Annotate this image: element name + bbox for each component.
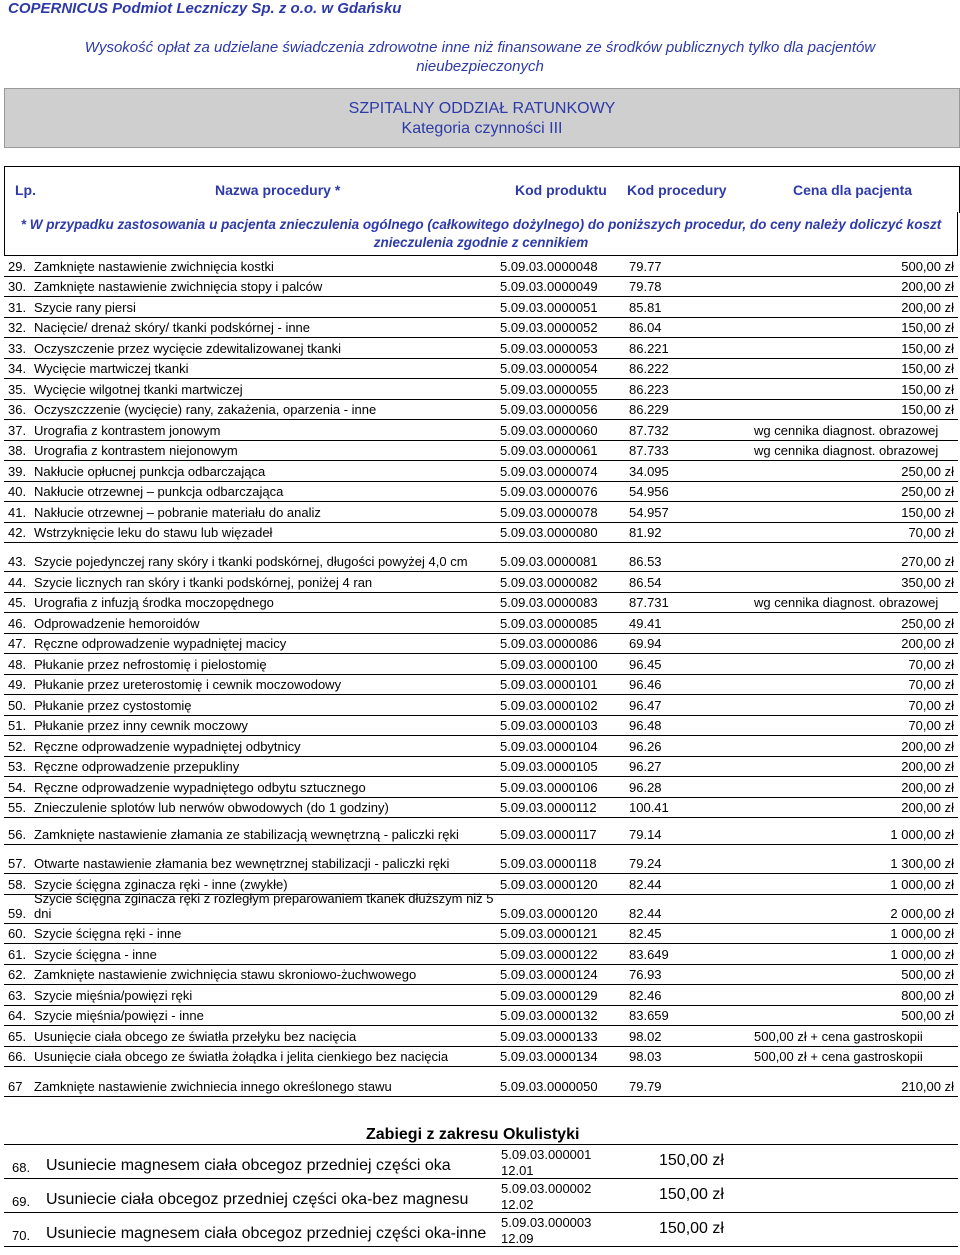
row-price: 1 300,00 zł: [890, 856, 954, 871]
row-product-code: 5.09.03.0000086: [500, 636, 598, 651]
row-procedure-code: 82.45: [629, 926, 662, 941]
table-row: [4, 338, 958, 359]
row-product-code: 5.09.03.0000102: [500, 697, 598, 713]
row-price: 1 000,00 zł: [890, 876, 954, 892]
row-procedure-name: Usunięcie ciała obcego ze światła przełyku bez nacięcia: [34, 1028, 357, 1044]
oku-row-price: 150,00 zł: [659, 1220, 724, 1237]
row-procedure-name: Urografia z infuzją środka moczopędnego: [34, 595, 274, 610]
row-procedure-code: 87.732: [629, 422, 669, 438]
row-lp: 41.: [8, 504, 27, 520]
row-product-code: 5.09.03.0000124: [500, 967, 598, 982]
row-price: 270,00 zł: [901, 554, 954, 569]
row-product-code: 5.09.03.0000120: [500, 876, 598, 892]
row-product-code: 5.09.03.0000106: [500, 779, 598, 795]
row-lp: 34.: [8, 361, 27, 376]
table-row: [4, 736, 958, 757]
table-row: [4, 818, 958, 845]
row-product-code: 5.09.03.0000055: [500, 381, 598, 397]
table-row: [4, 757, 958, 778]
row-procedure-code: 69.94: [629, 636, 662, 651]
table-row: [4, 420, 958, 441]
row-lp: 53.: [8, 759, 27, 774]
row-price: 70,00 zł: [908, 697, 954, 713]
table-row: [4, 482, 958, 503]
table-row: [4, 675, 958, 696]
row-product-code: 5.09.03.0000053: [500, 340, 598, 356]
row-procedure-code: 82.46: [629, 987, 662, 1003]
oku-row-price: 150,00 zł: [659, 1152, 724, 1169]
row-procedure-name: Nakłucie otrzewnej – punkcja odbarczająca: [34, 484, 284, 499]
row-price: 500,00 zł + cena gastroskopii: [754, 1049, 923, 1064]
row-procedure-code: 96.26: [629, 738, 662, 754]
row-procedure-code: 96.28: [629, 779, 662, 795]
row-price: 500,00 zł + cena gastroskopii: [754, 1028, 923, 1044]
row-procedure-name: Zamknięte nastawienie zwichnięcia stawu skroniowo-żuchwowego: [34, 967, 417, 982]
table-row: [4, 379, 958, 400]
row-procedure-name: Nacięcie/ drenaż skóry/ tkanki podskórnej - inne: [34, 320, 311, 335]
ophthalmology-title: Zabiegi z zakresu Okulistyki: [366, 1126, 580, 1143]
row-lp: 47.: [8, 636, 27, 651]
ophthalmology-table: [4, 1144, 958, 1247]
row-product-code: 5.09.03.0000061: [500, 443, 598, 458]
row-procedure-name: Płukanie przez ureterostomię i cewnik moczowodowy: [34, 677, 342, 692]
row-product-code: 5.09.03.0000078: [500, 504, 598, 520]
row-procedure-name: Zamknięte nastawienie zwichnięcia stopy i palców: [34, 279, 323, 294]
row-price: 500,00 zł: [901, 1008, 954, 1023]
row-lp: 44.: [8, 574, 27, 590]
table-row: [4, 543, 958, 572]
row-procedure-code: 96.27: [629, 759, 662, 774]
row-procedure-code: 87.733: [629, 443, 669, 458]
table-row: [4, 716, 958, 737]
row-product-code: 5.09.03.0000050: [500, 1079, 598, 1094]
row-lp: 33.: [8, 340, 27, 356]
row-price: 70,00 zł: [908, 718, 954, 733]
row-product-code: 5.09.03.0000134: [500, 1049, 598, 1064]
row-price: 70,00 zł: [908, 677, 954, 692]
row-procedure-name: Znieczulenie splotów lub nerwów obwodowych (do 1 godziny): [34, 800, 389, 815]
row-lp: 66.: [8, 1049, 27, 1064]
col-procedure-code-header: Kod procedury: [627, 182, 727, 198]
row-price: 1 000,00 zł: [890, 946, 954, 962]
table-row: [4, 985, 958, 1006]
row-lp: 40.: [8, 484, 27, 499]
row-price: 250,00 zł: [901, 484, 954, 499]
row-procedure-name: Wstrzyknięcie leku do stawu lub więzadeł: [34, 525, 273, 540]
row-procedure-name: Urografia z kontrastem niejonowym: [34, 443, 238, 458]
oku-row-lp: 69.: [12, 1194, 31, 1209]
row-procedure-name: Zamknięte nastawienie złamania ze stabilizacją wewnętrzną - paliczki ręki: [34, 827, 459, 842]
oku-row-name: Usuniecie ciała obcegoz przedniej części oka-bez magnesu: [46, 1191, 469, 1208]
row-lp: 64.: [8, 1008, 27, 1023]
row-procedure-name: Ręczne odprowadzenie przepukliny: [34, 759, 240, 774]
table-row: [4, 634, 958, 655]
row-product-code: 5.09.03.0000112: [500, 800, 597, 815]
table-header: [4, 166, 960, 213]
row-lp: 58.: [8, 876, 27, 892]
table-row: [4, 924, 958, 945]
anesthesia-note: * W przypadku zastosowania u pacjenta znieczulenia ogólnego (całkowitego dożylnego) do poniższych procedur, do ceny należy doliczyć koszt znieczulenia zgodnie z cennikiem: [4, 212, 958, 256]
row-product-code: 5.09.03.0000081: [500, 554, 598, 569]
row-procedure-name: Płukanie przez inny cewnik moczowy: [34, 718, 248, 733]
row-product-code: 5.09.03.0000074: [500, 463, 598, 479]
ophthalmology-row: [4, 1179, 958, 1213]
row-procedure-name: Szycie ścięgna zginacza ręki z rozległym preparowaniem tkanek dłuższym niż 5 dni: [34, 890, 494, 921]
row-procedure-code: 96.47: [629, 697, 662, 713]
table-row: [4, 1067, 958, 1097]
row-lp: 38.: [8, 443, 27, 458]
row-procedure-name: Nakłucie otrzewnej – pobranie materiału do analiz: [34, 504, 321, 520]
row-price: 200,00 zł: [901, 779, 954, 795]
row-lp: 37.: [8, 422, 27, 438]
row-procedure-code: 85.81: [629, 299, 662, 315]
row-product-code: 5.09.03.0000052: [500, 320, 598, 335]
row-procedure-code: 83.649: [629, 946, 669, 962]
row-price: 70,00 zł: [908, 656, 954, 672]
row-procedure-name: Zamknięte nastawienie zwichniecia innego określonego stawu: [34, 1079, 392, 1094]
row-lp: 36.: [8, 402, 27, 417]
row-price: 200,00 zł: [901, 636, 954, 651]
table-row: [4, 965, 958, 986]
row-lp: 50.: [8, 697, 27, 713]
table-row: [4, 944, 958, 965]
row-lp: 51.: [8, 718, 27, 733]
row-procedure-name: Szycie pojedynczej rany skóry i tkanki podskórnej, długości powyżej 4,0 cm: [34, 554, 468, 569]
row-procedure-code: 86.53: [629, 554, 662, 569]
row-product-code: 5.09.03.0000101: [500, 677, 598, 692]
row-product-code: 5.09.03.0000122: [500, 946, 598, 962]
row-procedure-name: Szycie ścięgna - inne: [34, 946, 157, 962]
row-procedure-name: Ręczne odprowadzenie wypadniętej macicy: [34, 636, 287, 651]
table-row: [4, 1026, 958, 1047]
row-lp: 32.: [8, 320, 27, 335]
row-lp: 62.: [8, 967, 27, 982]
row-product-code: 5.09.03.0000082: [500, 574, 598, 590]
row-procedure-name: Odprowadzenie hemoroidów: [34, 615, 200, 631]
row-lp: 39.: [8, 463, 27, 479]
row-procedure-name: Zamknięte nastawienie zwichnięcia kostki: [34, 258, 274, 274]
row-product-code: 5.09.03.0000049: [500, 279, 598, 294]
col-price-header: Cena dla pacjenta: [793, 182, 913, 198]
row-product-code: 5.09.03.0000076: [500, 484, 598, 499]
table-row: [4, 695, 958, 716]
row-price: 200,00 zł: [901, 299, 954, 315]
table-row: [4, 845, 958, 874]
row-product-code: 5.09.03.0000054: [500, 361, 598, 376]
row-procedure-code: 34.095: [629, 463, 669, 479]
row-procedure-code: 83.659: [629, 1008, 669, 1023]
oku-row-lp: 70.: [12, 1228, 31, 1243]
row-price: 200,00 zł: [901, 759, 954, 774]
row-procedure-code: 79.24: [629, 856, 662, 871]
department-banner: [4, 88, 960, 148]
row-price: wg cennika diagnost. obrazowej: [754, 443, 939, 458]
oku-row-name: Usuniecie magnesem ciała obcegoz przedniej części oka-inne: [46, 1225, 487, 1242]
row-procedure-code: 86.54: [629, 574, 662, 590]
row-procedure-code: 79.77: [629, 258, 662, 274]
table-row: [4, 1006, 958, 1027]
row-price: 150,00 zł: [901, 361, 954, 376]
row-price: 500,00 zł: [901, 258, 954, 274]
table-row: [4, 777, 958, 798]
col-product-code-header: Kod produktu: [515, 182, 607, 198]
row-product-code: 5.09.03.0000080: [500, 525, 598, 540]
row-price: 200,00 zł: [901, 279, 954, 294]
row-product-code: 5.09.03.0000056: [500, 402, 598, 417]
row-price: 200,00 zł: [901, 738, 954, 754]
row-procedure-code: 96.46: [629, 677, 662, 692]
table-row: [4, 400, 958, 421]
row-lp: 63.: [8, 987, 27, 1003]
row-lp: 54.: [8, 779, 27, 795]
col-lp-header: Lp.: [15, 182, 36, 198]
row-procedure-code: 54.957: [629, 504, 669, 520]
row-procedure-code: 98.02: [629, 1028, 662, 1044]
row-lp: 65.: [8, 1028, 27, 1044]
table-row: [4, 613, 958, 634]
row-procedure-code: 87.731: [629, 595, 669, 610]
row-price: 210,00 zł: [901, 1079, 954, 1094]
row-lp: 59.: [8, 905, 27, 921]
row-price: wg cennika diagnost. obrazowej: [754, 422, 939, 438]
oku-row-name: Usuniecie magnesem ciała obcegoz przedniej części oka: [46, 1157, 451, 1174]
row-procedure-name: Nakłucie opłucnej punkcja odbarczająca: [34, 463, 266, 479]
row-procedure-code: 96.48: [629, 718, 662, 733]
row-procedure-name: Szycie ścięgna ręki - inne: [34, 926, 182, 941]
row-lp: 30.: [8, 279, 27, 294]
oku-row-price: 150,00 zł: [659, 1186, 724, 1203]
row-procedure-name: Szycie mięśnia/powięzi ręki: [34, 987, 193, 1003]
row-lp: 49.: [8, 677, 27, 692]
row-lp: 55.: [8, 800, 27, 815]
row-price: 250,00 zł: [901, 463, 954, 479]
row-product-code: 5.09.03.0000117: [500, 827, 597, 842]
row-product-code: 5.09.03.0000105: [500, 759, 598, 774]
row-procedure-code: 96.45: [629, 656, 662, 672]
table-row: [4, 654, 958, 675]
row-price: 150,00 zł: [901, 381, 954, 397]
oku-row-code: 5.09.03.000003 12.09: [501, 1215, 592, 1246]
row-procedure-code: 82.44: [629, 905, 662, 921]
row-procedure-name: Ręczne odprowadzenie wypadniętej odbytnicy: [34, 738, 301, 754]
row-product-code: 5.09.03.0000129: [500, 987, 598, 1003]
table-row: [4, 297, 958, 318]
table-row: [4, 256, 958, 277]
row-lp: 35.: [8, 381, 27, 397]
row-procedure-code: 98.03: [629, 1049, 662, 1064]
row-procedure-code: 86.229: [629, 402, 669, 417]
procedure-table: [4, 256, 958, 1097]
category-label: Kategoria czynności III: [401, 120, 563, 137]
row-procedure-name: Płukanie przez cystostomię: [34, 697, 192, 713]
row-product-code: 5.09.03.0000120: [500, 905, 598, 921]
row-procedure-code: 79.79: [629, 1079, 662, 1094]
row-procedure-name: Urografia z kontrastem jonowym: [34, 422, 221, 438]
row-product-code: 5.09.03.0000048: [500, 258, 598, 274]
row-procedure-code: 86.221: [629, 340, 669, 356]
row-procedure-name: Szycie ścięgna zginacza ręki - inne (zwykłe): [34, 876, 288, 892]
table-row: [4, 572, 958, 593]
row-product-code: 5.09.03.0000132: [500, 1008, 598, 1023]
row-product-code: 5.09.03.0000085: [500, 615, 598, 631]
row-procedure-code: 86.04: [629, 320, 662, 335]
row-price: 800,00 zł: [901, 987, 954, 1003]
row-price: 1 000,00 zł: [890, 827, 954, 842]
row-lp: 46.: [8, 615, 27, 631]
table-row: [4, 890, 958, 924]
table-row: [4, 277, 958, 298]
row-lp: 31.: [8, 299, 27, 315]
table-row: [4, 523, 958, 544]
row-price: 150,00 zł: [901, 504, 954, 520]
ophthalmology-row: [4, 1145, 958, 1179]
row-lp: 60.: [8, 926, 27, 941]
row-procedure-name: Oczyszczenie przez wycięcie zdewitalizowanej tkanki: [34, 340, 342, 356]
table-row: [4, 359, 958, 380]
row-procedure-name: Oczyszczzenie (wycięcie) rany, zakażenia, oparzenia - inne: [34, 402, 377, 417]
row-lp: 42.: [8, 525, 27, 540]
row-procedure-name: Szycie mięśnia/powięzi - inne: [34, 1008, 204, 1023]
row-procedure-code: 82.44: [629, 876, 662, 892]
row-procedure-name: Ręczne odprowadzenie wypadniętego odbytu sztucznego: [34, 779, 366, 795]
row-product-code: 5.09.03.0000083: [500, 595, 598, 610]
row-price: 200,00 zł: [901, 800, 954, 815]
row-price: 150,00 zł: [901, 320, 954, 335]
row-procedure-code: 100.41: [629, 800, 669, 815]
col-name-header: Nazwa procedury *: [215, 182, 341, 198]
row-lp: 29.: [8, 258, 27, 274]
table-row: [4, 1047, 958, 1068]
row-product-code: 5.09.03.0000104: [500, 738, 598, 754]
row-price: 150,00 zł: [901, 402, 954, 417]
row-price: 150,00 zł: [901, 340, 954, 356]
row-product-code: 5.09.03.0000121: [500, 926, 598, 941]
row-price: wg cennika diagnost. obrazowej: [754, 595, 939, 610]
row-procedure-code: 86.222: [629, 361, 669, 376]
row-price: 500,00 zł: [901, 967, 954, 982]
row-price: 2 000,00 zł: [890, 905, 954, 921]
row-product-code: 5.09.03.0000051: [500, 299, 598, 315]
table-row: [4, 461, 958, 482]
table-row: [4, 318, 958, 339]
row-price: 1 000,00 zł: [890, 926, 954, 941]
row-lp: 67: [8, 1079, 23, 1094]
row-lp: 61.: [8, 946, 27, 962]
row-product-code: 5.09.03.0000133: [500, 1028, 598, 1044]
oku-row-lp: 68.: [12, 1160, 31, 1175]
table-row: [4, 502, 958, 523]
table-row: [4, 593, 958, 614]
table-row: [4, 441, 958, 462]
row-product-code: 5.09.03.0000103: [500, 718, 598, 733]
table-row: [4, 798, 958, 819]
row-procedure-name: Szycie rany piersi: [34, 299, 136, 315]
row-procedure-name: Szycie licznych ran skóry i tkanki podskórnej, poniżej 4 ran: [34, 574, 373, 590]
row-procedure-name: Otwarte nastawienie złamania bez wewnętrznej stabilizacji - paliczki ręki: [34, 856, 450, 871]
row-procedure-code: 79.78: [629, 279, 662, 294]
row-procedure-name: Wycięcie wilgotnej tkanki martwiczej: [34, 381, 243, 397]
row-lp: 43.: [8, 554, 27, 569]
row-product-code: 5.09.03.0000100: [500, 656, 598, 672]
row-product-code: 5.09.03.0000060: [500, 422, 598, 438]
row-product-code: 5.09.03.0000118: [500, 856, 597, 871]
row-procedure-code: 76.93: [629, 967, 662, 982]
row-procedure-code: 81.92: [629, 525, 662, 540]
row-procedure-code: 54.956: [629, 484, 669, 499]
row-lp: 48.: [8, 656, 27, 672]
ophthalmology-row: [4, 1213, 958, 1247]
company-name: COPERNICUS Podmiot Leczniczy Sp. z o.o. w Gdańsku: [8, 0, 402, 17]
row-procedure-name: Usunięcie ciała obcego ze światła żołądka i jelita cienkiego bez nacięcia: [34, 1049, 449, 1064]
row-procedure-name: Wycięcie martwiczej tkanki: [34, 361, 189, 376]
row-procedure-code: 79.14: [629, 827, 662, 842]
row-procedure-code: 86.223: [629, 381, 669, 397]
row-lp: 56.: [8, 827, 27, 842]
row-procedure-code: 49.41: [629, 615, 662, 631]
document-subtitle: Wysokość opłat za udzielane świadczenia zdrowotne inne niż finansowane ze środków publicznych tylko dla pacjentów nieubezpieczonych: [84, 39, 876, 75]
row-lp: 57.: [8, 856, 27, 871]
row-price: 350,00 zł: [901, 574, 954, 590]
row-price: 250,00 zł: [901, 615, 954, 631]
row-lp: 52.: [8, 738, 27, 754]
department-name: SZPITALNY ODDZIAŁ RATUNKOWY: [348, 100, 616, 117]
row-lp: 45.: [8, 595, 27, 610]
oku-row-code: 5.09.03.000002 12.02: [501, 1181, 592, 1212]
row-price: 70,00 zł: [908, 525, 954, 540]
oku-row-code: 5.09.03.000001 12.01: [501, 1147, 592, 1178]
row-procedure-name: Płukanie przez nefrostomię i pielostomię: [34, 656, 267, 672]
